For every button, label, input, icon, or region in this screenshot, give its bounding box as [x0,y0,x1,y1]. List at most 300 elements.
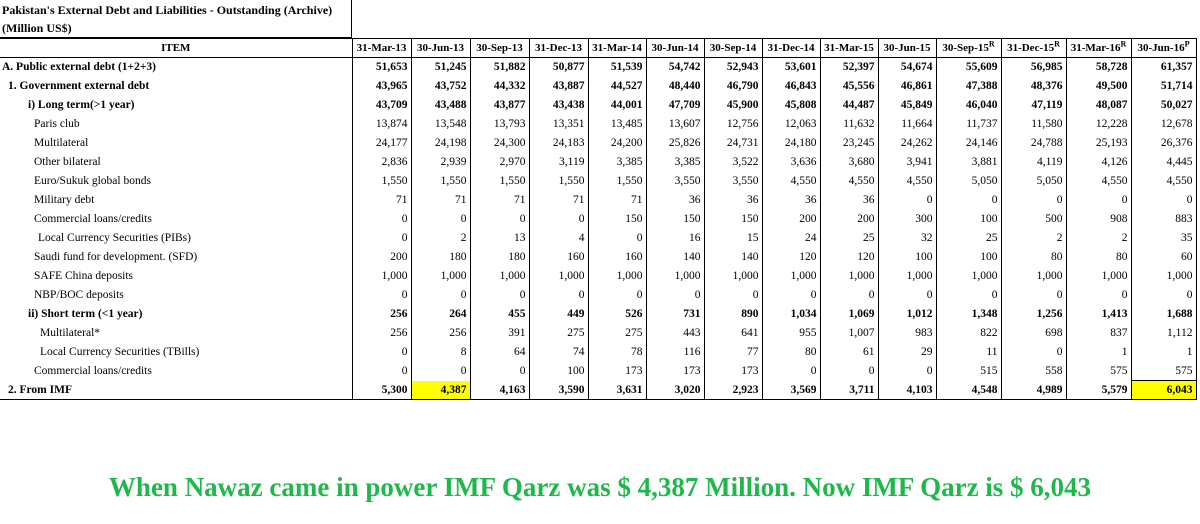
cell-value: 0 [529,286,588,305]
cell-value: 0 [1131,191,1196,210]
cell-value: 120 [820,248,878,267]
cell-value: 77 [704,343,762,362]
cell-value: 1,000 [704,267,762,286]
cell-value: 3,550 [704,172,762,191]
cell-value: 3,550 [646,172,704,191]
cell-value: 44,001 [588,96,646,115]
cell-value: 822 [936,324,1001,343]
cell-value: 140 [646,248,704,267]
cell-value: 16 [646,229,704,248]
cell-value: 0 [411,286,470,305]
cell-value: 3,631 [588,381,646,400]
cell-value: 4,163 [470,381,529,400]
cell-value: 1,348 [936,305,1001,324]
row-label: SAFE China deposits [0,267,352,286]
row-label: NBP/BOC deposits [0,286,352,305]
cell-value: 0 [529,210,588,229]
cell-value: 0 [878,191,936,210]
cell-value: 1,000 [411,267,470,286]
table-row [0,210,1196,229]
cell-value: 2 [411,229,470,248]
cell-value: 15 [704,229,762,248]
cell-value: 256 [352,305,411,324]
cell-value: 36 [820,191,878,210]
table-row [0,286,1196,305]
cell-value: 1,000 [470,267,529,286]
cell-value: 13,607 [646,115,704,134]
cell-value: 890 [704,305,762,324]
cell-value: 2 [1066,229,1131,248]
cell-value: 44,332 [470,77,529,96]
cell-value: 60 [1131,248,1196,267]
cell-value: 0 [878,286,936,305]
cell-value: 12,228 [1066,115,1131,134]
cell-value: 1 [1131,343,1196,362]
cell-value: 2,939 [411,153,470,172]
cell-value: 0 [470,210,529,229]
table-row [0,191,1196,210]
header-date: $30-Sep-15^R$ [936,39,1001,58]
row-label: Commercial loans/credits [0,362,352,381]
cell-value: 3,522 [704,153,762,172]
external-debt-table [0,38,1197,400]
cell-value: 908 [1066,210,1131,229]
cell-value: 1,000 [878,267,936,286]
cell-value-highlighted: 4,387 [411,381,470,400]
cell-value: 26,376 [1131,134,1196,153]
cell-value: 1,000 [646,267,704,286]
cell-value: 0 [762,286,820,305]
cell-value: 500 [1001,210,1066,229]
cell-value: 24,180 [762,134,820,153]
cell-value: 46,790 [704,77,762,96]
cell-value: 200 [352,248,411,267]
cell-value: 71 [529,191,588,210]
cell-value: 12,063 [762,115,820,134]
cell-value: 1,000 [529,267,588,286]
table-row [0,153,1196,172]
cell-value: 11,580 [1001,115,1066,134]
cell-value: 300 [878,210,936,229]
cell-value: 0 [820,362,878,381]
imf-caption: When Nawaz came in power IMF Qarz was $ 4,387 Million. Now IMF Qarz is $ 6,043 [108,472,1092,502]
cell-value: 526 [588,305,646,324]
cell-value: 173 [588,362,646,381]
cell-value: 116 [646,343,704,362]
cell-value: 0 [820,286,878,305]
cell-value: 36 [762,191,820,210]
cell-value: 0 [411,210,470,229]
cell-value: 58,728 [1066,58,1131,77]
header-date: 30-Jun-15 [878,39,936,58]
cell-value: 0 [588,286,646,305]
cell-value: 1 [1066,343,1131,362]
cell-value: 515 [936,362,1001,381]
cell-value: 80 [1066,248,1131,267]
cell-value: 0 [411,362,470,381]
header-date: $31-Dec-15^R$ [1001,39,1066,58]
cell-value: 43,877 [470,96,529,115]
cell-value: 53,601 [762,58,820,77]
cell-value: 3,636 [762,153,820,172]
cell-value: 275 [588,324,646,343]
cell-value: 49,500 [1066,77,1131,96]
cell-value: 180 [411,248,470,267]
cell-value: 0 [1066,191,1131,210]
cell-value: 35 [1131,229,1196,248]
cell-value: 1,550 [529,172,588,191]
cell-value: 71 [352,191,411,210]
table-row [0,172,1196,191]
cell-value: 1,000 [352,267,411,286]
cell-value: 45,808 [762,96,820,115]
cell-value: 1,012 [878,305,936,324]
cell-value: 1,000 [820,267,878,286]
cell-value: 4 [529,229,588,248]
cell-value: 24 [762,229,820,248]
cell-value: 4,550 [820,172,878,191]
cell-value: 0 [352,286,411,305]
cell-value: 51,714 [1131,77,1196,96]
cell-value: 0 [352,362,411,381]
cell-value: 48,087 [1066,96,1131,115]
cell-value: 256 [411,324,470,343]
cell-value: 36 [704,191,762,210]
cell-value: 1,034 [762,305,820,324]
cell-value: 575 [1131,362,1196,381]
cell-value: 2,970 [470,153,529,172]
cell-value: 0 [470,362,529,381]
cell-value: 25 [820,229,878,248]
table-row [0,324,1196,343]
cell-value: 0 [588,229,646,248]
cell-value: 150 [704,210,762,229]
cell-value: 47,388 [936,77,1001,96]
row-label: 2. From IMF [0,381,352,400]
cell-value: 47,709 [646,96,704,115]
cell-value: 173 [646,362,704,381]
cell-value: 0 [1001,286,1066,305]
cell-value: 46,861 [878,77,936,96]
cell-value: 455 [470,305,529,324]
cell-value: 24,146 [936,134,1001,153]
table-row [0,305,1196,324]
cell-value: 11,632 [820,115,878,134]
cell-value: 983 [878,324,936,343]
table-row [0,362,1196,381]
header-item: ITEM [0,39,352,58]
cell-value: 64 [470,343,529,362]
cell-value: 200 [762,210,820,229]
header-date: 31-Dec-13 [529,39,588,58]
row-label: ii) Short term (<1 year) [0,305,352,324]
cell-value: 24,183 [529,134,588,153]
cell-value: 837 [1066,324,1131,343]
header-date: 30-Sep-13 [470,39,529,58]
cell-value: 120 [762,248,820,267]
row-label: A. Public external debt (1+2+3) [0,58,352,77]
cell-value: 12,678 [1131,115,1196,134]
cell-value: 46,040 [936,96,1001,115]
cell-value: 44,527 [588,77,646,96]
cell-value: 24,262 [878,134,936,153]
cell-value: 4,119 [1001,153,1066,172]
cell-value: 5,579 [1066,381,1131,400]
row-label: i) Long term(>1 year) [0,96,352,115]
cell-value: 13,351 [529,115,588,134]
row-label: Local Currency Securities (TBills) [0,343,352,362]
cell-value: 2,923 [704,381,762,400]
cell-value: 1,413 [1066,305,1131,324]
cell-value: 43,752 [411,77,470,96]
header-date: 30-Jun-13 [411,39,470,58]
cell-value: 1,550 [470,172,529,191]
cell-value: 4,989 [1001,381,1066,400]
cell-value: 160 [588,248,646,267]
cell-value: 731 [646,305,704,324]
cell-value: 45,900 [704,96,762,115]
cell-value: 0 [1001,191,1066,210]
cell-value: 180 [470,248,529,267]
cell-value: 4,550 [878,172,936,191]
header-row [0,39,1196,58]
cell-value: 3,385 [646,153,704,172]
cell-value: 140 [704,248,762,267]
header-date: 31-Mar-13 [352,39,411,58]
cell-value: 11 [936,343,1001,362]
cell-value: 5,050 [1001,172,1066,191]
cell-value: 3,711 [820,381,878,400]
cell-value: 56,985 [1001,58,1066,77]
cell-value: 51,882 [470,58,529,77]
cell-value: 44,487 [820,96,878,115]
table-row [0,343,1196,362]
table-row [0,381,1196,400]
cell-value: 11,737 [936,115,1001,134]
row-label: Local Currency Securities (PIBs) [0,229,352,248]
cell-value: 4,445 [1131,153,1196,172]
cell-value: 54,742 [646,58,704,77]
cell-value: 1,000 [1131,267,1196,286]
cell-value: 45,849 [878,96,936,115]
cell-value: 43,965 [352,77,411,96]
cell-value: 43,709 [352,96,411,115]
cell-value: 3,881 [936,153,1001,172]
cell-value: 0 [352,229,411,248]
cell-value: 45,556 [820,77,878,96]
header-date: $30-Jun-16^P$ [1131,39,1196,58]
cell-value: 575 [1066,362,1131,381]
table-row [0,115,1196,134]
row-label: Commercial loans/credits [0,210,352,229]
cell-value: 443 [646,324,704,343]
cell-value: 160 [529,248,588,267]
cell-value: 5,050 [936,172,1001,191]
cell-value: 24,177 [352,134,411,153]
cell-value: 24,731 [704,134,762,153]
cell-value: 0 [762,362,820,381]
cell-value: 150 [646,210,704,229]
cell-value: 100 [936,210,1001,229]
cell-value: 43,887 [529,77,588,96]
cell-value: 4,550 [1066,172,1131,191]
cell-value: 2 [1001,229,1066,248]
cell-value: 4,550 [762,172,820,191]
cell-value: 24,300 [470,134,529,153]
row-label: Multilateral* [0,324,352,343]
cell-value: 36 [646,191,704,210]
cell-value: 0 [470,286,529,305]
table-title-box [0,0,352,38]
cell-value: 24,788 [1001,134,1066,153]
header-date: 30-Jun-14 [646,39,704,58]
cell-value: 24,200 [588,134,646,153]
cell-value: 100 [936,248,1001,267]
header-date: 31-Dec-14 [762,39,820,58]
cell-value: 0 [936,286,1001,305]
cell-value: 3,119 [529,153,588,172]
row-label: Other bilateral [0,153,352,172]
cell-value: 52,943 [704,58,762,77]
cell-value: 43,438 [529,96,588,115]
cell-value: 80 [762,343,820,362]
cell-value: 46,843 [762,77,820,96]
cell-value: 3,020 [646,381,704,400]
cell-value: 0 [936,191,1001,210]
cell-value: 51,653 [352,58,411,77]
cell-value: 1,000 [762,267,820,286]
table-row [0,134,1196,153]
cell-value: 275 [529,324,588,343]
table-body [0,58,1196,400]
table-unit: (Million US$) [2,21,72,35]
header-date: 31-Mar-14 [588,39,646,58]
header-date: 31-Mar-15 [820,39,878,58]
cell-value: 24,198 [411,134,470,153]
cell-value: 150 [588,210,646,229]
cell-value: 1,000 [1001,267,1066,286]
cell-value: 641 [704,324,762,343]
cell-value: 12,756 [704,115,762,134]
cell-value: 3,680 [820,153,878,172]
cell-value: 3,569 [762,381,820,400]
cell-value: 0 [878,362,936,381]
cell-value: 74 [529,343,588,362]
cell-value: 4,548 [936,381,1001,400]
cell-value: 71 [470,191,529,210]
cell-value: 1,688 [1131,305,1196,324]
cell-value: 55,609 [936,58,1001,77]
cell-value: 0 [1131,286,1196,305]
cell-value: 29 [878,343,936,362]
cell-value: 1,069 [820,305,878,324]
cell-value: 13,485 [588,115,646,134]
cell-value: 558 [1001,362,1066,381]
cell-value: 0 [704,286,762,305]
cell-value: 47,119 [1001,96,1066,115]
cell-value: 11,664 [878,115,936,134]
cell-value: 43,488 [411,96,470,115]
cell-value: 449 [529,305,588,324]
cell-value: 25,826 [646,134,704,153]
cell-value: 13 [470,229,529,248]
cell-value: 3,385 [588,153,646,172]
cell-value: 3,590 [529,381,588,400]
cell-value: 5,300 [352,381,411,400]
cell-value: 25,193 [1066,134,1131,153]
cell-value: 54,674 [878,58,936,77]
cell-value: 0 [1066,286,1131,305]
cell-value: 0 [352,343,411,362]
cell-value: 61,357 [1131,58,1196,77]
cell-value: 8 [411,343,470,362]
table-row [0,77,1196,96]
cell-value: 1,007 [820,324,878,343]
row-label: Paris club [0,115,352,134]
table-row [0,58,1196,77]
cell-value: 100 [529,362,588,381]
cell-value: 80 [1001,248,1066,267]
cell-value: 78 [588,343,646,362]
cell-value: 4,126 [1066,153,1131,172]
cell-value: 4,103 [878,381,936,400]
cell-value: 1,000 [936,267,1001,286]
cell-value: 13,793 [470,115,529,134]
table-title: Pakistan's External Debt and Liabilities - Outstanding (Archive) [2,3,333,17]
cell-value: 256 [352,324,411,343]
cell-value: 61 [820,343,878,362]
table-row [0,229,1196,248]
cell-value: 52,397 [820,58,878,77]
row-label: Saudi fund for development. (SFD) [0,248,352,267]
row-label: Multilateral [0,134,352,153]
cell-value: 71 [411,191,470,210]
row-label: Euro/Sukuk global bonds [0,172,352,191]
table-row [0,267,1196,286]
cell-value: 1,256 [1001,305,1066,324]
header-date: $31-Mar-16^R$ [1066,39,1131,58]
cell-value: 200 [820,210,878,229]
cell-value: 0 [352,210,411,229]
cell-value: 100 [878,248,936,267]
cell-value: 1,000 [1066,267,1131,286]
cell-value: 264 [411,305,470,324]
cell-value: 23,245 [820,134,878,153]
row-label: Military debt [0,191,352,210]
cell-value: 51,245 [411,58,470,77]
cell-value: 1,550 [352,172,411,191]
cell-value: 50,877 [529,58,588,77]
cell-value: 1,112 [1131,324,1196,343]
table-row [0,248,1196,267]
header-date: 30-Sep-14 [704,39,762,58]
cell-value: 71 [588,191,646,210]
cell-value: 50,027 [1131,96,1196,115]
cell-value: 0 [646,286,704,305]
cell-value: 25 [936,229,1001,248]
cell-value: 13,548 [411,115,470,134]
cell-value: 883 [1131,210,1196,229]
cell-value: 0 [1001,343,1066,362]
cell-value: 48,440 [646,77,704,96]
cell-value: 1,000 [588,267,646,286]
cell-value: 698 [1001,324,1066,343]
cell-value: 1,550 [588,172,646,191]
cell-value: 173 [704,362,762,381]
cell-value: 2,836 [352,153,411,172]
table-row [0,96,1196,115]
cell-value: 48,376 [1001,77,1066,96]
